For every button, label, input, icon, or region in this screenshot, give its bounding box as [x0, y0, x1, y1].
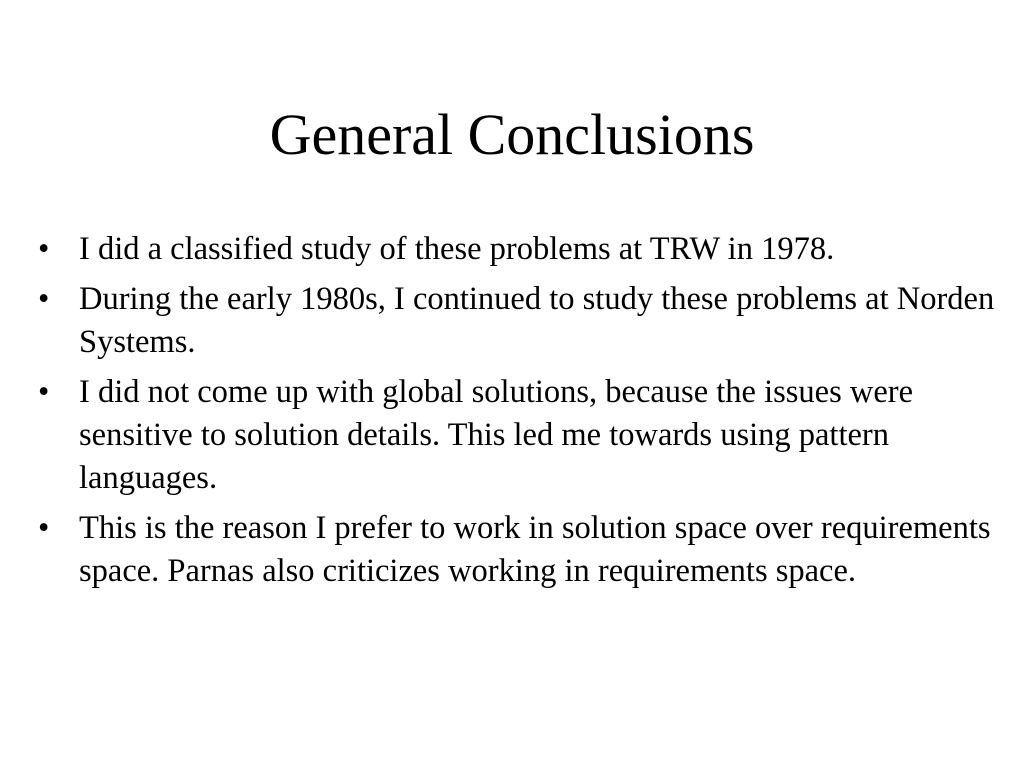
bullet-marker: •: [38, 231, 50, 267]
bullet-item: [38, 371, 998, 500]
bullet-marker: •: [38, 510, 50, 546]
slide-title: General Conclusions: [269, 102, 755, 167]
bullet-marker: •: [38, 374, 50, 410]
bullet-text: I did a classified study of these problems at TRW in 1978.: [79, 231, 835, 267]
bullet-item: [38, 507, 998, 593]
bullet-marker: •: [38, 281, 50, 317]
bullet-text: This is the reason I prefer to work in solution space over requirements space. Parnas also criticizes working in requirements space.: [79, 510, 991, 589]
bullet-text: I did not come up with global solutions, because the issues were sensitive to solution details. This led me towards using pattern languages.: [79, 374, 914, 496]
bullet-item: [38, 278, 998, 364]
bullet-item: [38, 228, 998, 271]
bullet-list: [38, 228, 998, 600]
bullet-text: During the early 1980s, I continued to study these problems at Norden Systems.: [79, 281, 995, 360]
